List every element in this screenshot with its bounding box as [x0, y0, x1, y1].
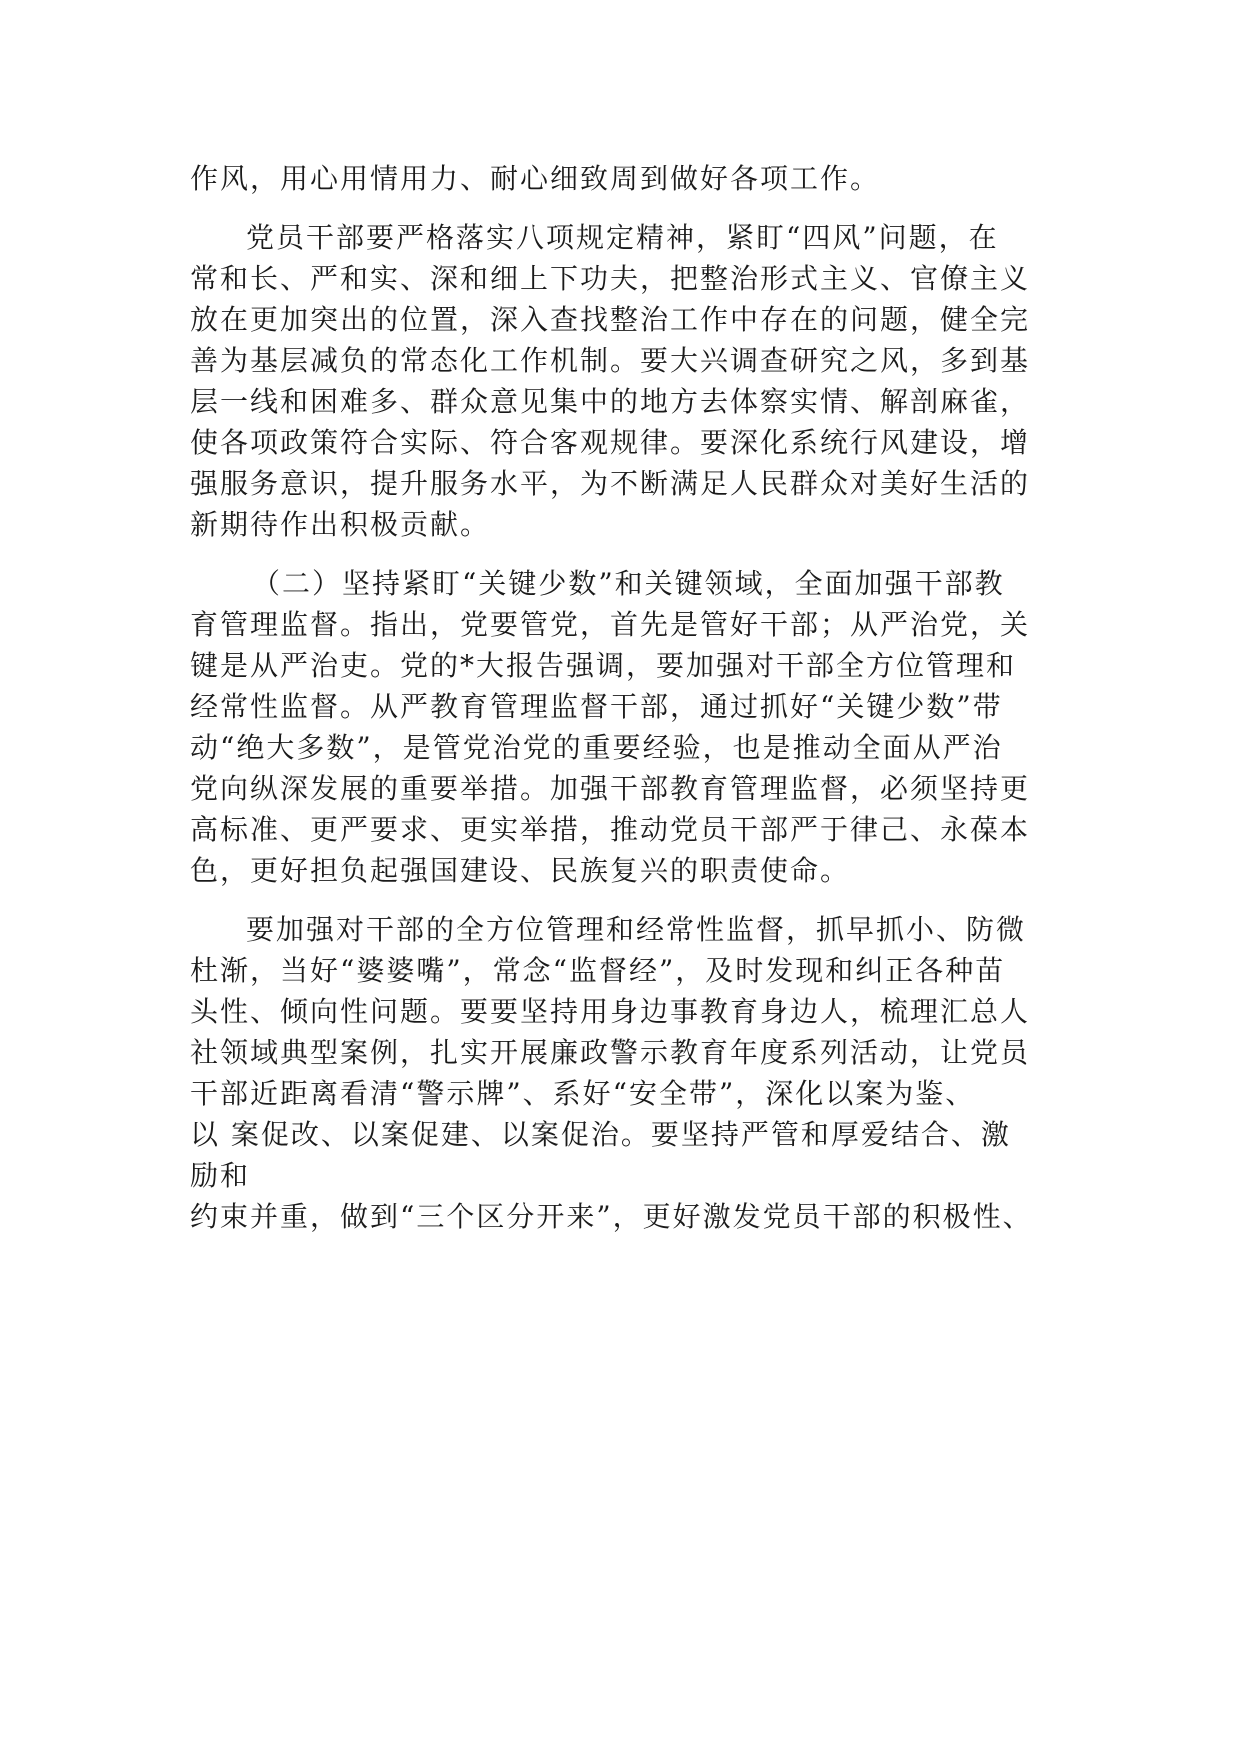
text-line: 键是从严治吏。党的*大报告强调，要加强对干部全方位管理和 [190, 649, 1017, 682]
text-line: 强服务意识，提升服务水平，为不断满足人民群众对美好生活的 [190, 467, 1031, 500]
text-line: 以 案促改、以案促建、以案促治。要坚持严管和厚爱结合、激 [190, 1118, 1011, 1151]
paragraph-start-line: 要加强对干部的全方位管理和经常性监督，抓早抓小、防微 [246, 913, 1027, 946]
body-text [190, 158, 1065, 1237]
text-line: 育管理监督。指出，党要管党，首先是管好干部；从严治党，关 [190, 608, 1031, 641]
text-line: 常和长、严和实、深和细上下功夫，把整治形式主义、官僚主义 [190, 262, 1031, 295]
text-line: 色，更好担负起强国建设、民族复兴的职责使命。 [190, 854, 851, 887]
text-line: 高标准、更严要求、更实举措，推动党员干部严于律己、永葆本 [190, 813, 1031, 846]
paragraph-start-line: 党员干部要严格落实八项规定精神，紧盯“四风”问题，在 [246, 221, 999, 254]
text-line: 层一线和困难多、群众意见集中的地方去体察实情、解剖麻雀， [190, 385, 1031, 418]
text-line: 经常性监督。从严教育管理监督干部，通过抓好“关键少数”带 [190, 690, 1003, 723]
text-line: 约束并重，做到“三个区分开来”，更好激发党员干部的积极性、 [190, 1200, 1033, 1233]
text-line: 善为基层减负的常态化工作机制。要大兴调查研究之风，多到基 [190, 344, 1031, 377]
text-line: 社领域典型案例，扎实开展廉政警示教育年度系列活动，让党员 [190, 1036, 1031, 1069]
text-line: 头性、倾向性问题。要要坚持用身边事教育身边人，梳理汇总人 [190, 995, 1031, 1028]
text-line: 作风，用心用情用力、耐心细致周到做好各项工作。 [190, 162, 881, 195]
text-line: 动“绝大多数”，是管党治党的重要经验，也是推动全面从严治 [190, 731, 1003, 764]
text-line: 杜渐，当好“婆婆嘴”，常念“监督经”，及时发现和纠正各种苗 [190, 954, 1006, 987]
section-heading-line: （二）坚持紧盯“关键少数”和关键领域，全面加强干部教 [252, 567, 1005, 600]
text-line: 励和 [190, 1159, 251, 1192]
text-line: 新期待作出积极贡献。 [190, 508, 491, 541]
text-line: 放在更加突出的位置，深入查找整治工作中存在的问题，健全完 [190, 303, 1031, 336]
text-line: 使各项政策符合实际、符合客观规律。要深化系统行风建设，增 [190, 426, 1031, 459]
text-line: 干部近距离看清“警示牌”、系好“安全带”，深化以案为鉴、 [190, 1077, 976, 1110]
text-line: 党向纵深发展的重要举措。加强干部教育管理监督，必须坚持更 [190, 772, 1031, 805]
